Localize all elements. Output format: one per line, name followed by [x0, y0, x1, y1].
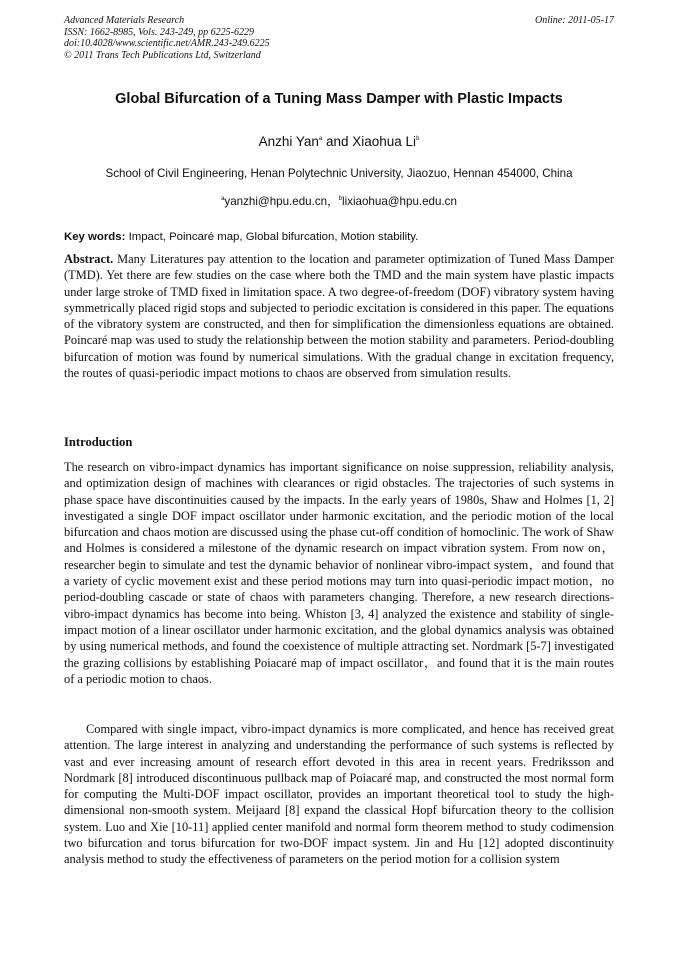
keywords-label: Key words:	[64, 231, 126, 243]
section-heading-introduction: Introduction	[64, 435, 133, 449]
email-address: yanzhi@hpu.edu.cn，	[224, 195, 339, 208]
running-header	[64, 15, 614, 61]
author-name: Anzhi Yan	[258, 134, 319, 149]
paragraph-text: The research on vibro-impact dynamics has important significance on noise suppression, reliability analysis, and optimization design of machines with clearances or rigid obstacles. The trajectories of such systems in phase space have discontinuities caused by the impacts. In the early years of 1980s, Shaw and Holmes [1, 2] investigated a single DOF impact oscillator under harmonic excitation, and the periodic motion of the local bifurcation and chaos motion are discussed using the phase cut-off condition of homoclinic. The work of Shaw and Holmes is considered a milestone of the dynamic research on impact vibration system. From now on，researcher begin to simulate and test the dynamic behavior of nonlinear vibro-impact system，and found that a variety of cyclic movement exist and these period motions may turn into quasi-periodic impact motion，no period-doubling cascade or state of chaos with parameters changing. Therefore, a new research directions-vibro-impact dynamics has become into being. Whiston [3, 4] analyzed the existence and stability of single-impact motion of a linear oscillator under harmonic excitation, and the global dynamics analysis was obtained by using numerical methods, and found the coexistence of multiple attracting set. Nordmark [5-7] investigated the grazing collisions by establishing Poiacaré map of impact oscillator，and found that it is the main routes of a periodic motion to chaos.	[64, 460, 614, 686]
issn-line: ISSN: 1662-8985, Vols. 243-249, pp 6225-6229	[64, 26, 254, 38]
doi-line: doi:10.4028/www.scientific.net/AMR.243-249.6225	[64, 38, 270, 49]
author-connector: and	[322, 134, 353, 149]
journal-name: Advanced Materials Research	[64, 15, 185, 26]
introduction-paragraph	[64, 459, 614, 687]
affiliation: School of Civil Engineering, Henan Polytechnic University, Jiaozuo, Hennan 454000, China	[105, 167, 573, 180]
email-superscript: a	[221, 196, 225, 202]
email-line	[40, 193, 638, 209]
author-line	[40, 134, 638, 149]
paper-title: Global Bifurcation of a Tuning Mass Damper with Plastic Impacts	[115, 91, 563, 107]
email-superscript: b	[338, 196, 343, 202]
author-name: Xiaohua Li	[352, 134, 417, 149]
introduction-paragraph	[64, 721, 614, 868]
online-date: Online: 2011-05-17	[535, 15, 614, 26]
abstract-text: Many Literatures pay attention to the location and parameter optimization of Tuned Mass Damper (TMD). Yet there are few studies on the case where both the TMD and the main system have plastic impacts under large stroke of TMD fixed in limitation space. A two degree-of-freedom (DOF) vibratory system having symmetrically placed rigid stops and subjected to periodic excitation is considered in this paper. The equations of the vibratory system are constructed, and then for simplification the dimensionless equations are obtained. Poincaré map was used to study the relationship between the motion stability and parameters. Period-doubling bifurcation of motion was found by numerical simulations. With the gradual change in excitation frequency, the routes of quasi-periodic impact motions to chaos are observed from simulation results.	[64, 252, 614, 381]
keywords	[64, 231, 614, 243]
copyright-line: © 2011 Trans Tech Publications Ltd, Switzerland	[64, 49, 261, 61]
abstract	[64, 251, 614, 381]
abstract-label: Abstract.	[64, 252, 114, 266]
author-superscript: b	[416, 136, 420, 142]
author-superscript: a	[318, 136, 323, 142]
email-address: lixiaohua@hpu.edu.cn	[342, 195, 457, 208]
paragraph-text: Compared with single impact, vibro-impact dynamics is more complicated, and hence has received great attention. The large interest in analyzing and understanding the performance of such systems is reflected by vast and ever increasing amount of research effort devoted in this area in recent years. Fredriksson and Nordmark [8] introduced discontinuous pullback map of Poiacaré map, and constructed the most normal form for computing the Multi-DOF impact oscillator, provides an important theoretical tool to study the high-dimensional non-smooth system. Meijaard [8] expand the classical Hopf bifurcation theory to the collision system. Luo and Xie [10-11] applied center manifold and normal form theorem method to study codimension two bifurcation and torus bifurcation for two-DOF impact system. Jin and Hu [12] adopted discontinuity analysis method to study the effectiveness of parameters on the period motion for a collision system	[64, 722, 614, 867]
keywords-text: Impact, Poincaré map, Global bifurcation, Motion stability.	[125, 231, 419, 243]
